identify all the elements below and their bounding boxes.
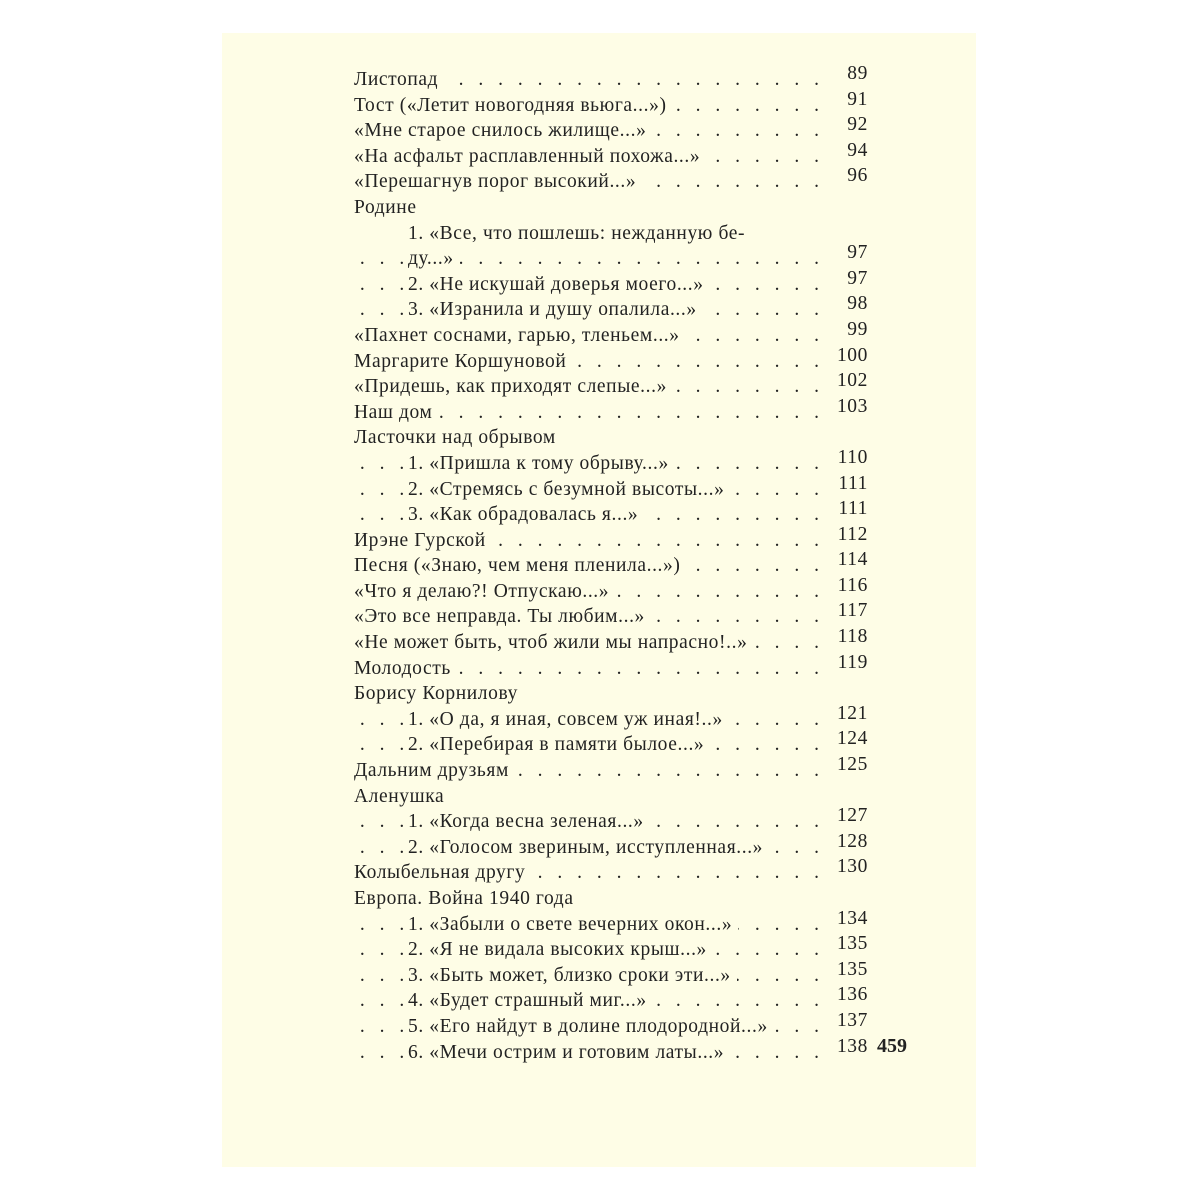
toc-entry-page: 98 (824, 293, 868, 315)
toc-entry-page: 110 (824, 447, 868, 469)
toc-entry-title: Борису Корнилову (354, 683, 524, 705)
toc-entry-title: 1. «Забыли о свете вечерних окон...» (408, 914, 738, 936)
toc-entry-page: 130 (824, 856, 868, 878)
toc-entry-page: 92 (824, 114, 868, 136)
toc-entry-title: 6. «Мечи острим и готовим латы...» (408, 1042, 730, 1064)
toc-entry-title: Маргарите Коршуновой (354, 351, 572, 373)
toc-entry (354, 523, 868, 556)
toc-entry (354, 754, 868, 786)
toc-entry-title: «Перешагнув порог высокий...» (354, 171, 642, 193)
toc-entry-title: Ласточки над обрывом (354, 427, 562, 449)
toc-entry (354, 267, 868, 300)
toc-entry (354, 651, 868, 684)
toc-entry-title: Ирэне Гурской (354, 530, 492, 552)
toc-entry-page: 128 (824, 831, 868, 853)
toc-entry-page: 94 (824, 140, 868, 162)
toc-entry-page: 119 (824, 652, 868, 674)
toc-entry-title: 4. «Будет страшный миг...» (408, 990, 653, 1012)
toc-entry (354, 702, 868, 735)
toc-entry (354, 683, 868, 709)
page-number: 459 (877, 1035, 907, 1057)
toc-entry-title: «На асфальт расплавленный похожа...» (354, 146, 706, 168)
toc-entry (354, 786, 868, 812)
toc-entry (354, 293, 868, 325)
toc-entry (354, 165, 868, 197)
toc-entry-title: Аленушка (354, 786, 450, 808)
toc-entry (354, 427, 868, 453)
toc-entry-title: «Мне старое снилось жилище...» (354, 120, 652, 142)
toc-entry-title: 2. «Не искушай доверья моего...» (408, 274, 710, 296)
toc-entry-page: 118 (824, 626, 868, 648)
toc-entry-title: 3. «Как обрадовалась я...» (408, 504, 644, 526)
toc-entry-page: 89 (824, 63, 868, 85)
toc-entry-title: Европа. Война 1940 года (354, 888, 580, 910)
toc-entry-title: 2. «Я не видала высоких крыш...» (408, 939, 713, 961)
toc-entry (354, 574, 868, 607)
toc-entry-page: 96 (824, 165, 868, 187)
book-page (222, 33, 976, 1167)
toc-entry-page: 112 (824, 524, 868, 546)
toc-entry-page: 138 (824, 1036, 868, 1058)
toc-entry-title: «Что я делаю?! Отпускаю...» (354, 581, 615, 603)
toc-entry-page: 125 (824, 754, 868, 776)
toc-entry-page: 114 (824, 549, 868, 571)
toc-entry (354, 395, 868, 428)
toc-entry-page: 135 (824, 933, 868, 955)
toc-entry (354, 88, 868, 121)
toc-entry-page: 127 (824, 805, 868, 827)
table-of-contents (354, 63, 868, 1067)
toc-entry-title: 3. «Изранила и душу опалила...» (408, 299, 703, 321)
toc-entry-title: «Это все неправда. Ты любим...» (354, 606, 651, 628)
toc-entry-page: 135 (824, 959, 868, 981)
toc-entry-title: 2. «Стремясь с безумной высоты...» (408, 479, 730, 501)
toc-entry-title: Дальним друзьям (354, 760, 515, 782)
toc-entry-page: 97 (824, 268, 868, 290)
toc-entry-title: 1. «Пришла к тому обрыву...» (408, 453, 675, 475)
toc-entry (354, 907, 868, 940)
toc-entry-title: 3. «Быть может, близко сроки эти...» (408, 965, 737, 987)
toc-entry-title: «Не может быть, чтоб жили мы напрасно!..» (354, 632, 753, 654)
toc-entry-title: Тост («Летит новогодняя вьюга...») (354, 95, 673, 117)
toc-entry-page: 99 (824, 319, 868, 341)
toc-entry (354, 318, 868, 351)
toc-entry (354, 114, 868, 146)
toc-entry-title: Молодость (354, 658, 457, 680)
toc-entry-title: 5. «Его найдут в долине плодородной...» (408, 1016, 774, 1038)
toc-entry (354, 626, 868, 658)
toc-entry-page: 111 (824, 473, 868, 495)
toc-entry-page: 137 (824, 1010, 868, 1032)
toc-entry (354, 472, 868, 505)
toc-entry (354, 242, 868, 274)
toc-entry (354, 63, 868, 95)
toc-entry (354, 856, 868, 888)
toc-entry-page: 102 (824, 370, 868, 392)
toc-entry (354, 984, 868, 1016)
toc-entry-page: 111 (824, 498, 868, 520)
toc-entry-page: 117 (824, 600, 868, 622)
toc-entry-title: Наш дом (354, 402, 438, 424)
toc-entry (354, 888, 868, 914)
toc-entry-title: 1. «Все, что пошлешь: нежданную бе- (408, 223, 751, 245)
toc-entry-title: ду...» (408, 248, 460, 270)
toc-entry (354, 805, 868, 837)
toc-entry (354, 344, 868, 377)
toc-entry-title: 1. «Когда весна зеленая...» (408, 811, 650, 833)
toc-entry-title: Родине (354, 197, 423, 219)
toc-entry (354, 830, 868, 863)
toc-entry (354, 370, 868, 402)
toc-entry-page: 91 (824, 89, 868, 111)
toc-entry (354, 139, 868, 172)
toc-entry-title: 2. «Голосом звериным, исступленная...» (408, 837, 769, 859)
toc-entry-page: 97 (824, 242, 868, 264)
toc-entry-title: 2. «Перебирая в памяти былое...» (408, 734, 710, 756)
toc-entry-title: Песня («Знаю, чем меня пленила...») (354, 555, 686, 577)
toc-entry-page: 116 (824, 575, 868, 597)
toc-entry (354, 728, 868, 760)
toc-entry (354, 498, 868, 530)
toc-entry (354, 933, 868, 965)
toc-entry (354, 958, 868, 991)
toc-entry (354, 1035, 868, 1068)
toc-entry-title: Листопад (354, 69, 444, 91)
toc-entry-page: 121 (824, 703, 868, 725)
toc-entry (354, 197, 868, 223)
toc-entry-page: 134 (824, 908, 868, 930)
toc-entry-title: «Придешь, как приходят слепые...» (354, 376, 673, 398)
toc-entry (354, 223, 868, 249)
toc-entry-title: «Пахнет соснами, гарью, тленьем...» (354, 325, 686, 347)
toc-entry (354, 446, 868, 479)
toc-entry (354, 600, 868, 632)
toc-entry-title: 1. «О да, я иная, совсем уж иная!..» (408, 709, 729, 731)
toc-entry-page: 124 (824, 728, 868, 750)
toc-entry (354, 1009, 868, 1042)
toc-entry (354, 549, 868, 581)
toc-entry-page: 103 (824, 396, 868, 418)
toc-entry-page: 100 (824, 345, 868, 367)
toc-entry-page: 136 (824, 984, 868, 1006)
toc-entry-title: Колыбельная другу (354, 862, 531, 884)
